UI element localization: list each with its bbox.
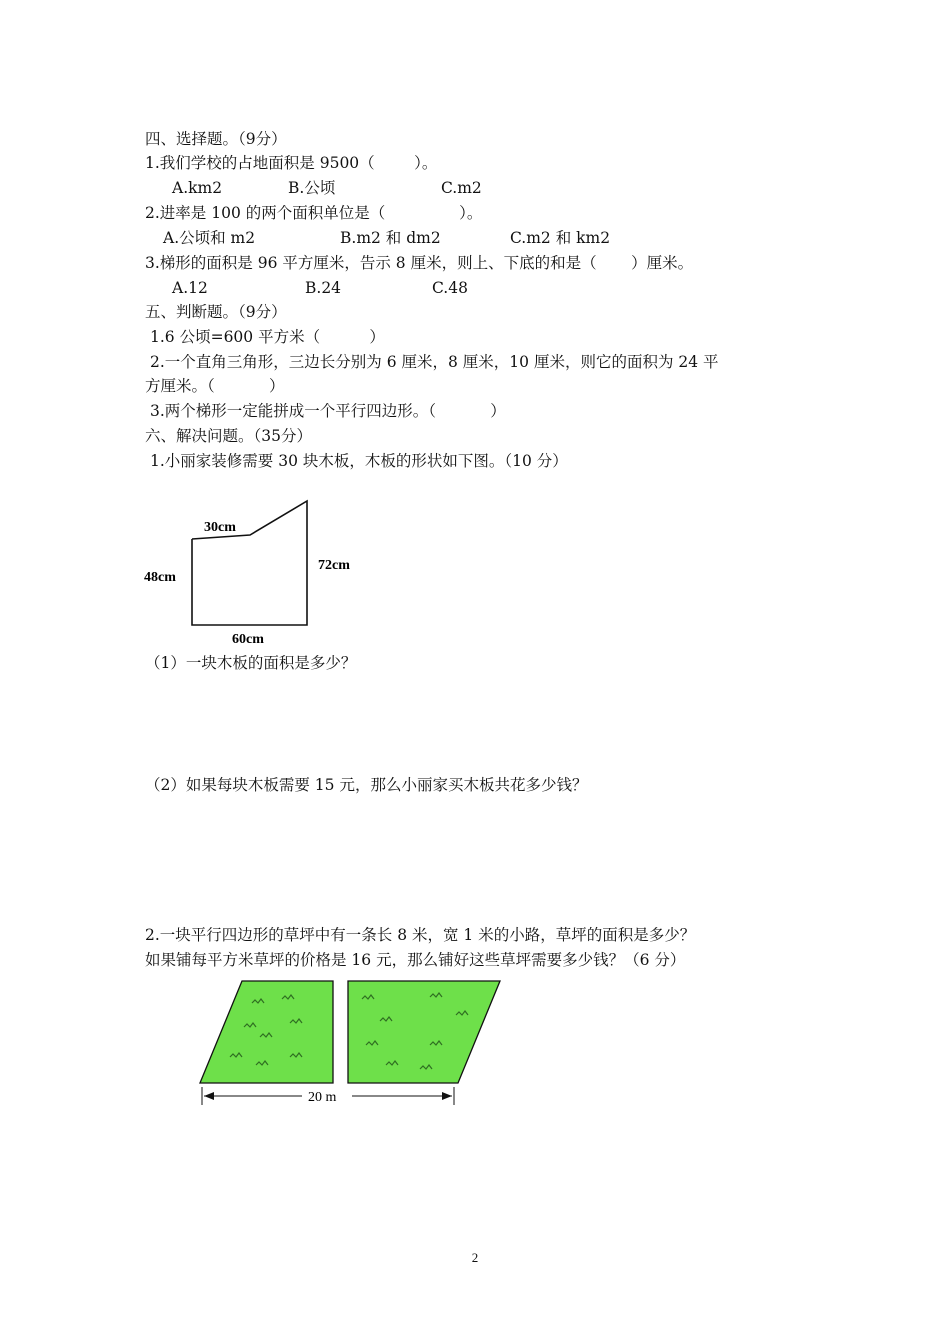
- q5-1: 1.6 公顷=600 平方米（ ）: [150, 328, 385, 346]
- section-4-title: 四、选择题。（9分）: [145, 130, 287, 148]
- q4-2-stem: 2.进率是 100 的两个面积单位是（ ）。: [145, 204, 483, 222]
- q4-3-option-c: C.48: [432, 279, 468, 297]
- q4-1-option-b: B.公顷: [288, 179, 336, 197]
- label-20m: 20 m: [308, 1090, 337, 1105]
- q5-3: 3.两个梯形一定能拼成一个平行四边形。（ ）: [150, 402, 506, 420]
- q4-2-option-c: C.m2 和 km2: [510, 229, 611, 247]
- section-5-title: 五、判断题。（9分）: [145, 303, 287, 321]
- q4-1-option-c: C.m2: [441, 179, 482, 197]
- q5-2-line1: 2.一个直角三角形，三边长分别为 6 厘米，8 厘米，10 厘米，则它的面积为 24 平: [150, 353, 719, 371]
- q6-1-stem: 1.小丽家装修需要 30 块木板，木板的形状如下图。（10 分）: [150, 452, 568, 470]
- lawn-figure: [190, 975, 510, 1115]
- q4-3-stem: 3.梯形的面积是 96 平方厘米，告示 8 厘米，则上、下底的和是（ ）厘米。: [145, 254, 694, 272]
- dim-arrow-left: [204, 1092, 214, 1100]
- q4-1-option-a: A.km2: [172, 179, 223, 197]
- q6-2-line1: 2.一块平行四边形的草坪中有一条长 8 米，宽 1 米的小路，草坪的面积是多少？: [145, 926, 696, 944]
- q4-3-option-b: B.24: [305, 279, 342, 297]
- section-6-title: 六、解决问题。（35分）: [145, 427, 312, 445]
- q4-2-option-a: A.公顷和 m2: [163, 229, 256, 247]
- q4-3-option-a: A.12: [172, 279, 208, 297]
- q6-1-sub1: （1）一块木板的面积是多少？: [145, 654, 357, 672]
- label-right-72cm: 72cm: [318, 558, 350, 573]
- q6-2-line2: 如果铺每平方米草坪的价格是 16 元，那么铺好这些草坪需要多少钱？（6 分）: [145, 951, 686, 969]
- label-left-48cm: 48cm: [144, 570, 176, 585]
- label-bottom-60cm: 60cm: [232, 632, 264, 647]
- lawn-left-part: [200, 981, 333, 1083]
- page-number: 2: [471, 1250, 479, 1265]
- label-top-30cm: 30cm: [204, 520, 236, 535]
- q6-1-sub2: （2）如果每块木板需要 15 元，那么小丽家买木板共花多少钱？: [145, 776, 588, 794]
- q5-2-line2: 方厘米。（ ）: [145, 377, 285, 395]
- q4-2-option-b: B.m2 和 dm2: [340, 229, 441, 247]
- dim-arrow-right: [442, 1092, 452, 1100]
- board-shape-figure: [140, 495, 380, 655]
- q4-1-stem: 1.我们学校的占地面积是 9500（ ）。: [145, 154, 438, 172]
